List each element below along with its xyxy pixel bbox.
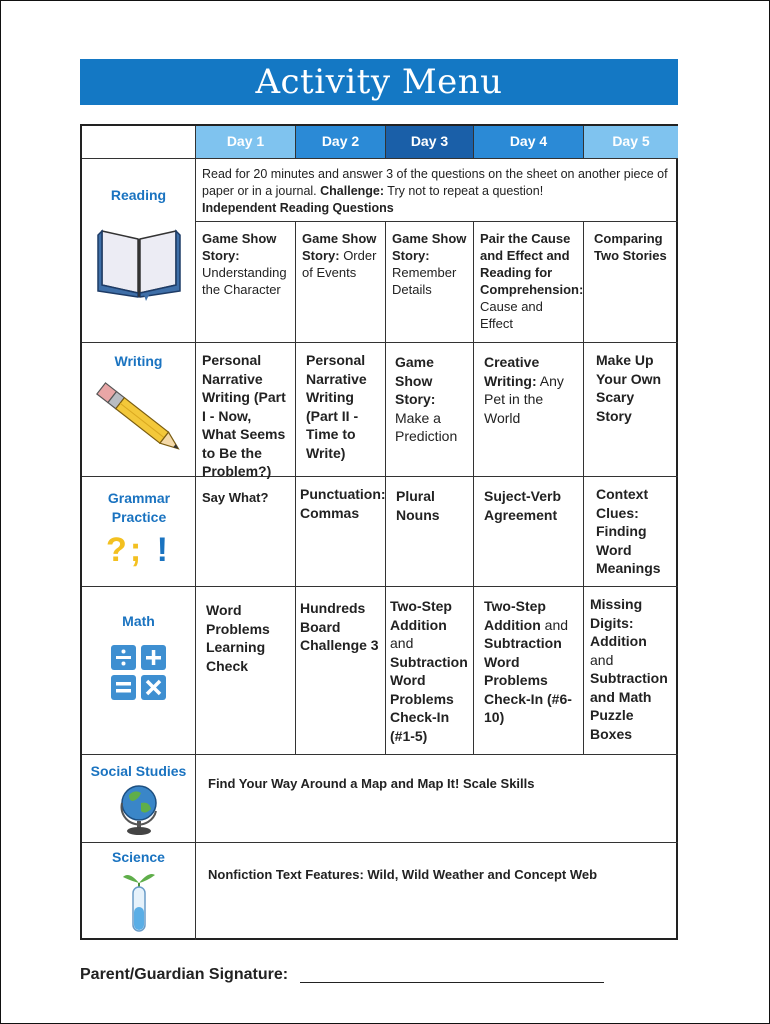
grammar-day-2 [296,477,386,587]
activity-title: Make Up Your Own Scary Story [596,352,662,424]
writing-day-1 [196,343,296,477]
reading-day-3 [386,222,474,343]
math-day-1 [196,587,296,755]
activity-detail: Any Pet in the World [484,372,564,426]
activity-title: Word Problems Learning Check [206,602,270,674]
writing-day-2 [296,343,386,477]
grammar-day-5 [584,477,678,587]
subject-reading [82,159,196,343]
activity-detail: Order of Events [302,248,377,280]
math-day-4 [474,587,584,755]
writing-day-4 [474,343,584,477]
activity-title: Game Show Story: [395,354,436,407]
math-operators-icon [109,643,169,703]
social-studies-activity [196,755,678,843]
writing-day-5 [584,343,678,477]
reading-instructions-text: Read for 20 minutes and answer 3 of the questions on the sheet on another piece of paper or in a journal. [202,167,668,198]
activity-detail: and [544,616,569,633]
math-day-3 [386,587,474,755]
science-activity [196,843,678,940]
activity-title-continued: Subtraction Word Problems Check-In (#1-5) [390,653,468,744]
activity-detail: Understanding the Character [202,265,287,297]
activity-detail: Remember Details [392,265,457,297]
globe-icon [117,781,161,837]
subject-grammar [82,477,196,587]
page-title: Activity Menu [80,59,678,105]
activity-title-continued: Subtraction Word Problems Check-In (#6-10) [484,635,572,725]
grammar-day-3 [386,477,474,587]
day-header-2: Day 2 [296,126,386,159]
book-icon [94,211,184,301]
activity-title: Two-Step Addition [484,598,546,633]
activity-title: Personal Narrative Writing (Part I - Now, What Seems to Be the Problem?) [202,352,286,479]
activity-title: Plural Nouns [396,488,440,523]
activity-title-continued: Subtraction and Math Puzzle Boxes [590,670,668,742]
signature-line[interactable] [300,982,604,983]
reading-day-1 [196,222,296,343]
activity-title: Pair the Cause and Effect and Reading for Comprehension: [480,231,584,297]
day-header-3: Day 3 [386,126,474,159]
subject-label: Science [112,849,165,865]
activity-title: Game Show Story: [202,231,277,263]
punctuation-icon: ?; ! [106,531,171,569]
activity-title: Comparing Two Stories [594,231,667,263]
activity-title: Context Clues: Finding Word Meanings [596,486,661,576]
test-tube-plant-icon [119,867,159,937]
subject-writing [82,343,196,477]
reading-questions-label: Independent Reading Questions [202,201,394,215]
activity-title: Hundreds Board Challenge 3 [300,600,379,653]
reading-day-2 [296,222,386,343]
activity-title: Game Show Story: [302,231,377,263]
reading-instructions [196,159,678,222]
activity-detail: and [590,651,614,668]
activity-title: Say What? [202,490,269,505]
activity-title: Creative Writing: [484,354,540,389]
activity-title: Nonfiction Text Features: Wild, Wild Weather and Concept Web [208,867,598,882]
grammar-day-1 [196,477,296,587]
challenge-label: Challenge: [320,184,385,198]
activity-detail: and [390,635,414,651]
day-header-5: Day 5 [584,126,678,159]
activity-detail: Cause and Effect [480,299,543,331]
subject-math [82,587,196,755]
corner-cell [82,126,196,159]
day-header-4: Day 4 [474,126,584,159]
math-day-5 [584,587,678,755]
writing-day-3 [386,343,474,477]
reading-day-5 [584,222,678,343]
challenge-text: Try not to repeat a question! [387,184,544,198]
activity-title: Suject-Verb Agreement [484,488,562,523]
math-day-2 [296,587,386,755]
subject-label: Social Studies [90,763,187,779]
pencil-icon [89,375,189,461]
activity-title: Missing Digits: Addition [590,596,647,649]
grammar-day-4 [474,477,584,587]
signature-label: Parent/Guardian Signature: [80,966,289,983]
day-header-1: Day 1 [196,126,296,159]
subject-label: Writing [114,353,163,369]
activity-title: Game Show Story: [392,231,467,263]
reading-day-4 [474,222,584,343]
activity-title: Punctuation: Commas [300,486,386,521]
subject-social-studies [82,755,196,843]
activity-title: Personal Narrative Writing (Part II - Time to Write) [306,352,367,461]
subject-science [82,843,196,940]
subject-label: Math [122,613,155,629]
subject-label: Grammar Practice [107,490,171,525]
activity-title: Find Your Way Around a Map and Map It! Scale Skills [208,776,535,791]
activity-detail: Make a Prediction [395,409,458,444]
activity-table [80,124,678,940]
subject-label: Reading [110,187,167,203]
activity-title: Two-Step Addition [390,598,452,633]
